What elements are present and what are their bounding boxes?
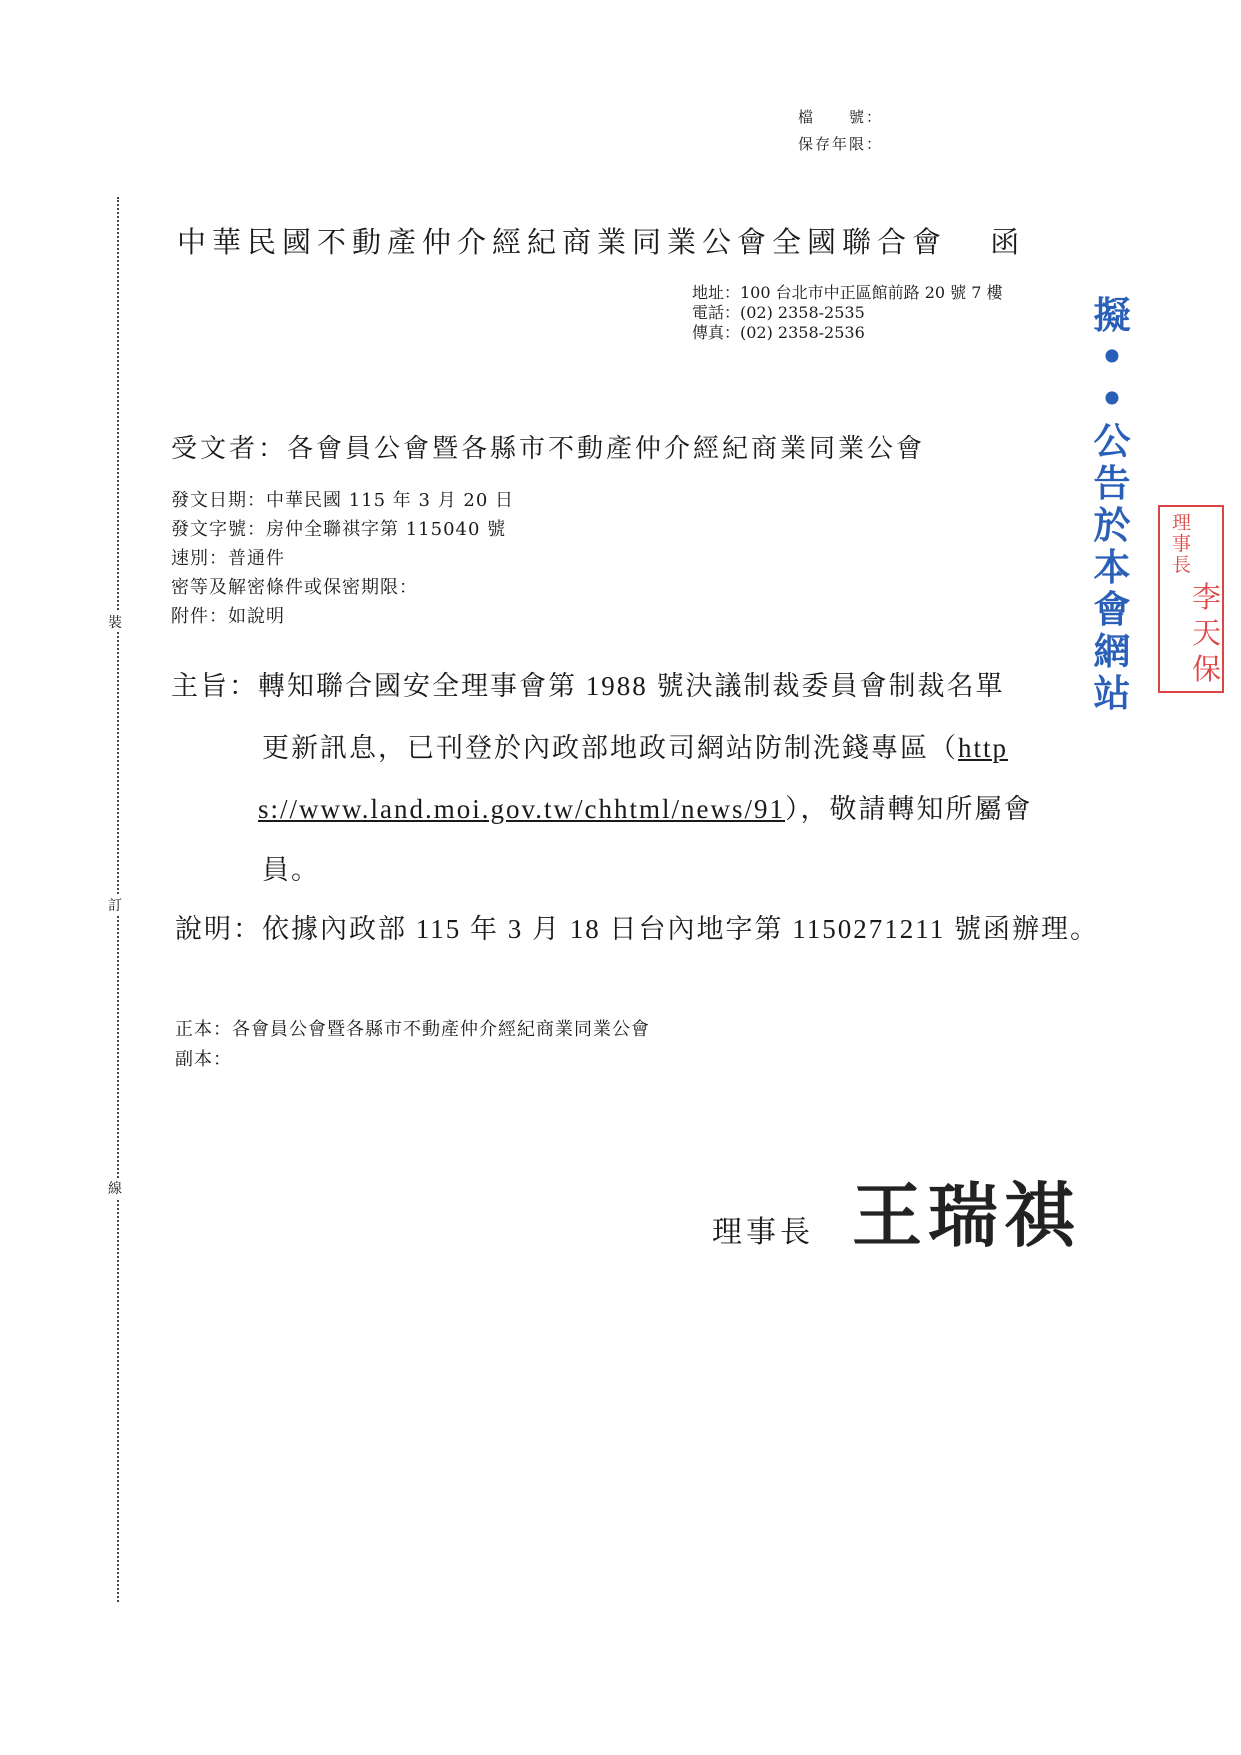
explanation-text: 依據內政部 115 年 3 月 18 日台內地字第 1150271211 號函辦理。 [262, 914, 1099, 944]
subject-text: 轉知聯合國安全理事會第 1988 號決議制裁委員會制裁名單 [258, 671, 1005, 701]
file-number-label: 檔 號： [798, 108, 884, 126]
subject-line-1 [171, 664, 1005, 703]
signature-title: 理事長 [712, 1215, 814, 1250]
stamp-char: • [1100, 336, 1124, 379]
document-info [171, 486, 514, 631]
retention-label: 保存年限： [798, 135, 884, 153]
subject-line-4: 員。 [262, 855, 320, 885]
priority: 速別：普通件 [171, 548, 285, 569]
organization-name: 中華民國不動產仲介經紀商業同業公會全國聯合會 [177, 225, 948, 259]
stamp-char: 網 [1093, 630, 1131, 673]
issue-date: 發文日期：中華民國 115 年 3 月 20 日 [171, 490, 515, 511]
document-type: 函 [990, 225, 1026, 259]
phone: 電話：(02) 2358-2535 [692, 303, 865, 322]
blue-annotation-stamp [1090, 295, 1134, 715]
recipient: 受文者：各會員公會暨各縣市不動產仲介經紀商業同業公會 [171, 434, 926, 464]
copy-recipients: 副本： [175, 1049, 232, 1070]
stamp-char: 站 [1093, 672, 1131, 715]
binding-label-zhuang: 裝 [108, 612, 122, 632]
stamp-char: 擬 [1093, 294, 1131, 337]
document-number: 發文字號：房仲全聯祺字第 115040 號 [171, 519, 507, 540]
explanation [175, 907, 1099, 946]
stamp-char: 會 [1093, 588, 1131, 631]
classification: 密等及解密條件或保密期限： [171, 577, 418, 598]
copies-block [175, 1015, 650, 1075]
contact-block [692, 283, 1003, 343]
address: 地址：100 台北市中正區館前路 20 號 7 樓 [692, 283, 1003, 302]
moi-link-part1[interactable]: http [958, 733, 1009, 763]
subject-line-3 [258, 787, 1032, 826]
seal-title: 理事長 [1172, 512, 1192, 576]
seal-name: 李天保 [1192, 580, 1222, 686]
attachment: 附件：如說明 [171, 606, 285, 627]
stamp-char: • [1100, 378, 1124, 421]
subject-text: 更新訊息，已刊登於內政部地政司網站防制洗錢專區（ [262, 733, 958, 763]
stamp-char: 本 [1093, 546, 1131, 589]
subject-line-2 [262, 726, 1008, 765]
stamp-char: 公 [1093, 420, 1131, 463]
binding-label-ding: 訂 [108, 895, 122, 915]
stamp-char: 告 [1093, 462, 1131, 505]
stamp-char: 於 [1093, 504, 1131, 547]
explanation-label: 說明： [175, 914, 262, 944]
fax: 傳真：(02) 2358-2536 [692, 323, 865, 342]
subject-text: ），敬請轉知所屬會 [784, 794, 1033, 824]
moi-link-part2[interactable]: s://www.land.moi.gov.tw/chhtml/news/91 [258, 794, 785, 824]
red-seal-stamp [1158, 505, 1224, 693]
signature-name: 王瑞祺 [852, 1175, 1080, 1257]
binding-label-xian: 線 [108, 1178, 122, 1198]
original-recipients: 正本：各會員公會暨各縣市不動產仲介經紀商業同業公會 [175, 1019, 650, 1040]
page-title [177, 220, 1025, 261]
subject-label: 主旨： [171, 671, 258, 701]
